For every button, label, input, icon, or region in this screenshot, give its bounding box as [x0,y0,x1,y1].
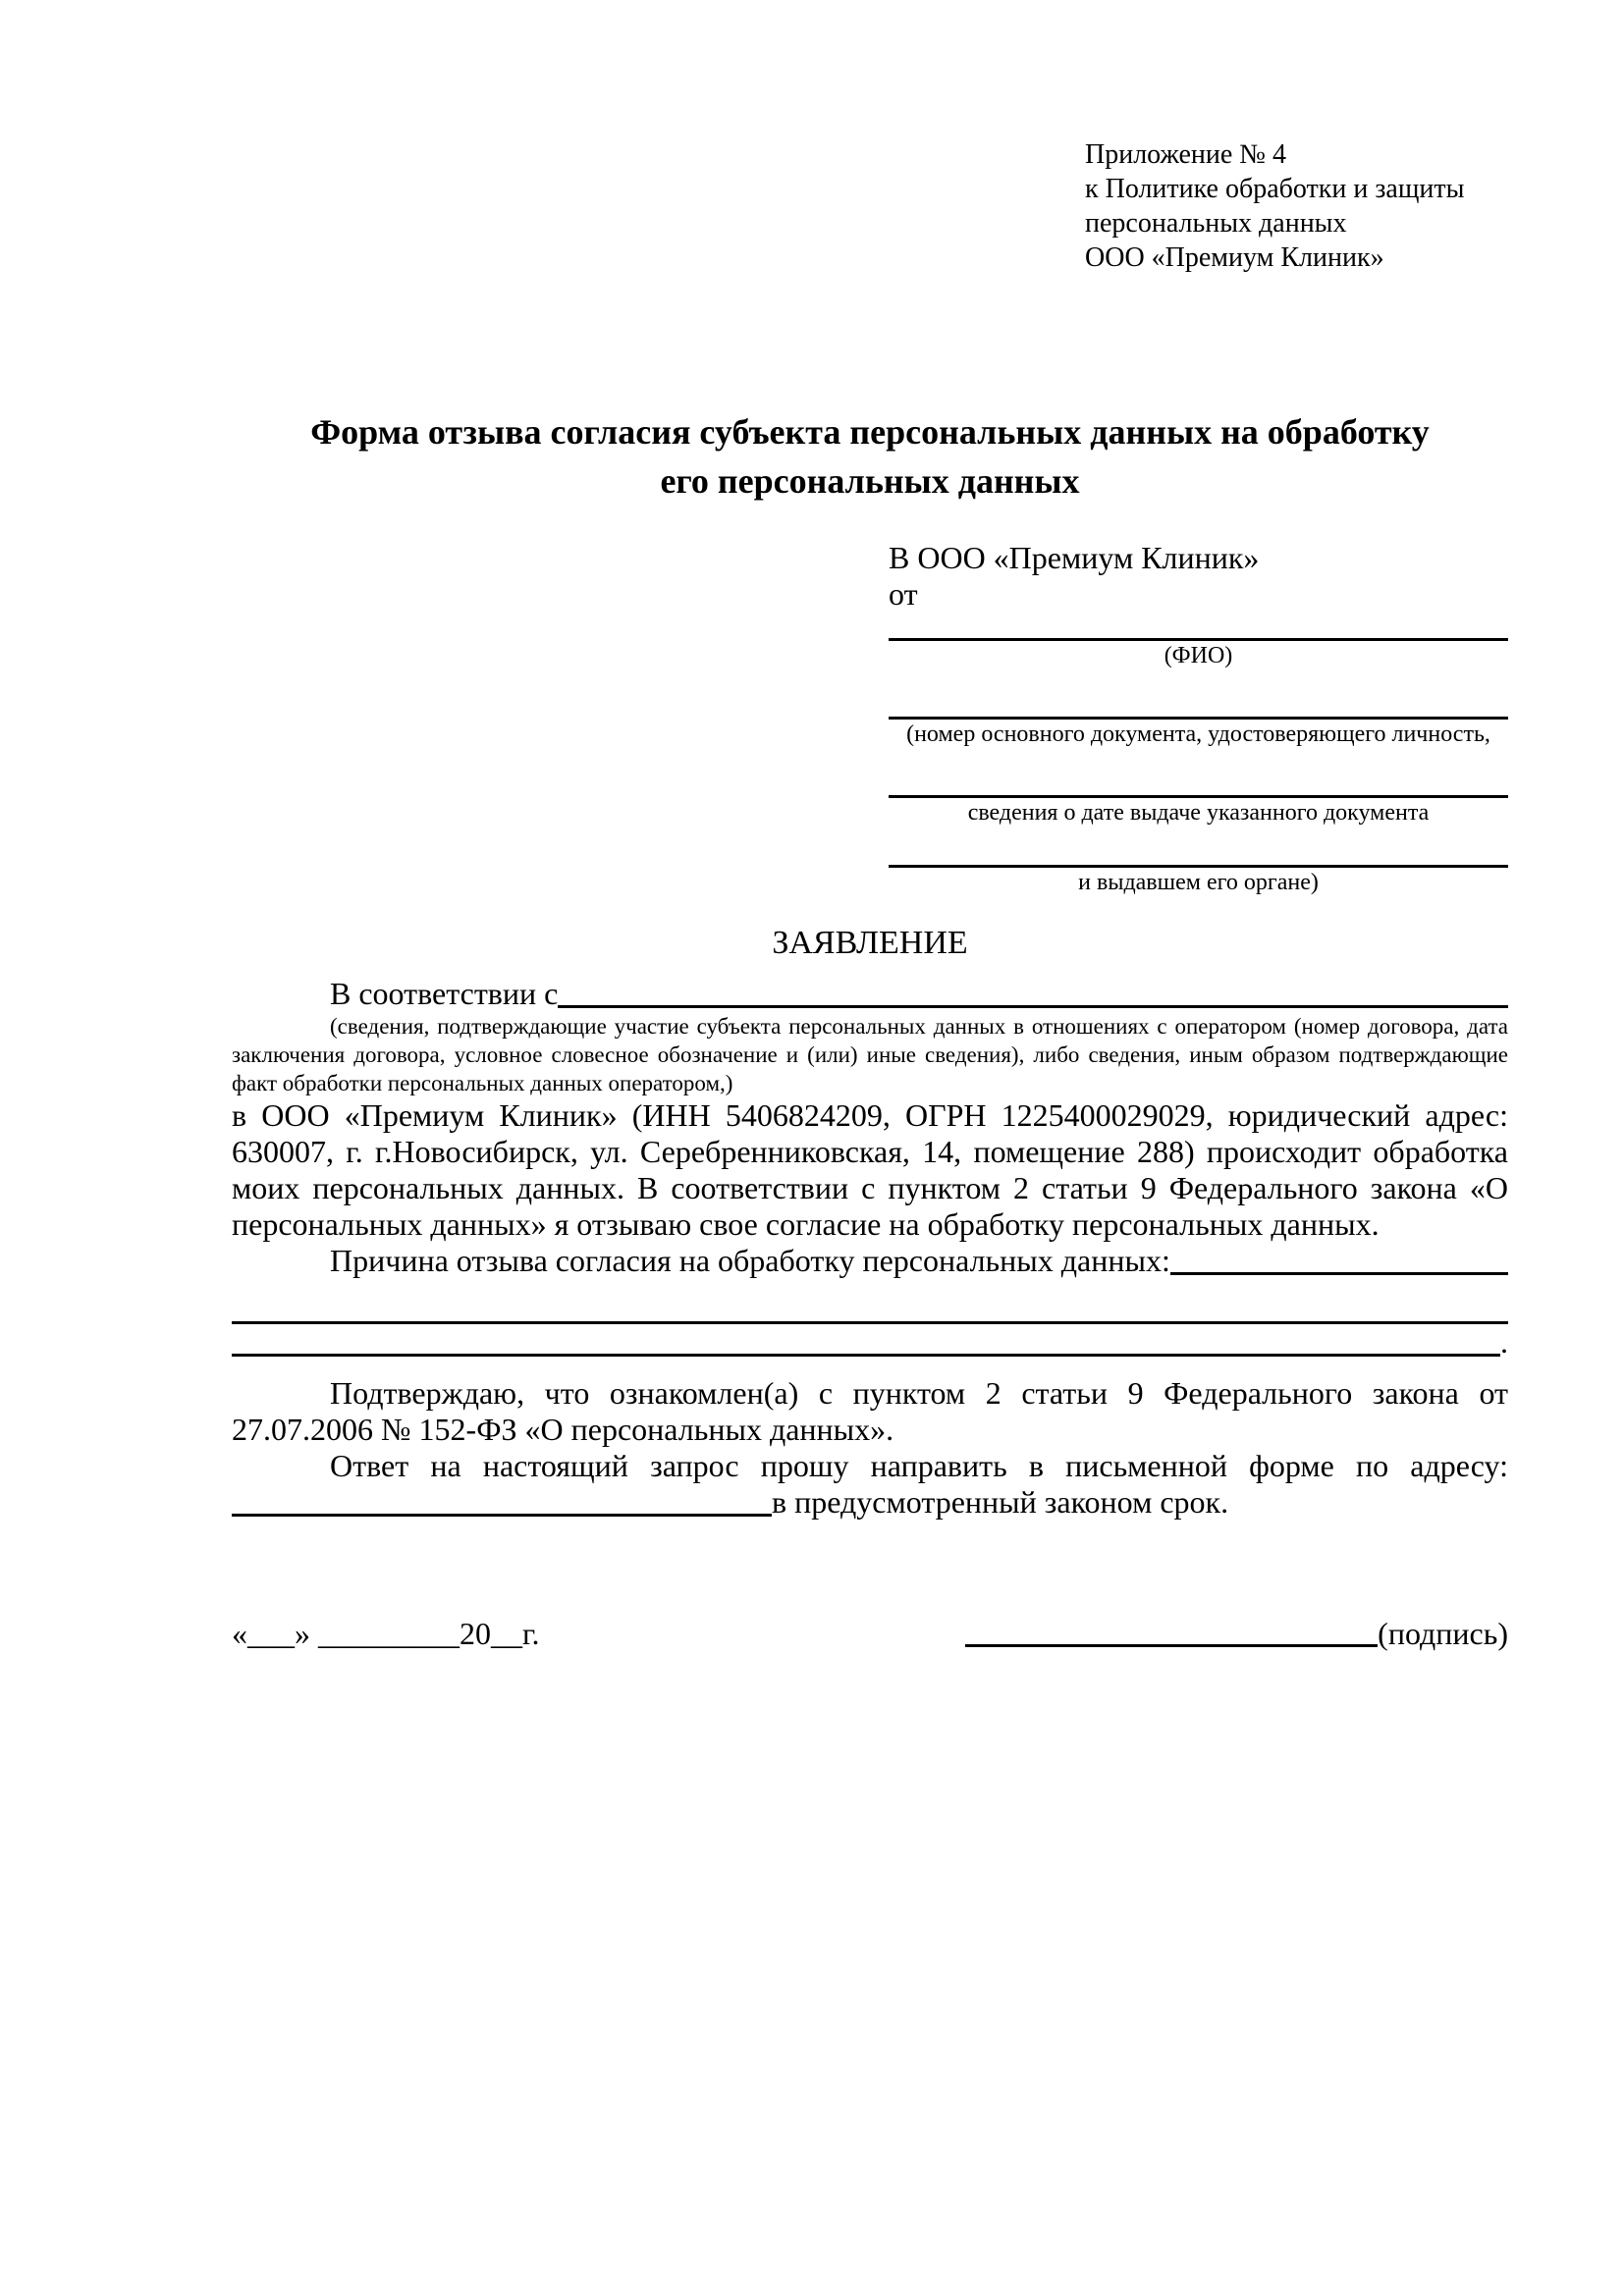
reason-prefix: Причина отзыва согласия на обработку персональных данных: [330,1243,1170,1278]
issuing-authority-write-line [889,843,1508,868]
intro-write-line [558,1005,1508,1008]
document-title-line: Форма отзыва согласия субъекта персональных данных на обработку [310,412,1430,452]
reason-write-line-3-rule [232,1325,1500,1357]
issuing-authority-caption: и выдавшем его органе) [1078,870,1319,895]
issue-date-caption: сведения о дате выдаче указанного документа [967,800,1430,826]
document-title [232,407,1508,506]
reply-address-write-line [232,1514,772,1517]
fio-write-line [889,613,1508,641]
reason-write-line-3 [232,1324,1508,1361]
appendix-line: Приложение № 4 [1085,139,1286,170]
statement-heading: ЗАЯВЛЕНИЕ [772,925,968,961]
signature-caption: (подпись) [1378,1616,1508,1651]
confirmation-paragraph: Подтверждаю, что ознакомлен(а) с пунктом 2 статьи 9 Федерального закона от 27.07.2006 № 152-ФЗ «О персональных данных». [232,1375,1508,1447]
signature-row [232,1614,1508,1653]
document-number-caption: (номер основного документа, удостоверяющего личность, [906,721,1490,747]
appendix-line: к Политике обработки и защиты [1085,174,1465,204]
issue-date-write-line [889,774,1508,798]
date-write-line: «___» _________20__г. [232,1616,540,1651]
appendix-line: ООО «Премиум Клиник» [1085,242,1384,273]
addressee-block [889,540,1508,897]
reply-continuation-row [232,1484,1508,1521]
document-title-line: его персональных данных [660,461,1080,501]
appendix-line: персональных данных [1085,208,1347,239]
reply-suffix: в предусмотренный законом срок. [772,1484,1229,1520]
fine-print-note: (сведения, подтверждающие участие субъекта персональных данных в отношениях с оператором (номер договора, дата заключения договора, условное словесное обозначение и (или) иные сведения), либо сведения, иным образом подтверждающие факт обработки персональных данных оператором,) [232,1014,1508,1095]
reason-write-line-2 [232,1304,1508,1324]
intro-row [232,976,1508,1012]
body-paragraph: в ООО «Премиум Клиник» (ИНН 5406824209, ОГРН 1225400029029, юридический адрес: 630007, г. г.Новосибирск, ул. Серебренниковская, 14, помещение 288) происходит обработка моих персональных данных. В соответствии с пунктом 2 статьи 9 Федерального закона «О персональных данных» я отзываю свое согласие на обработку персональных данных. [232,1097,1508,1242]
blank-line-terminator: . [1500,1324,1508,1360]
fio-caption: (ФИО) [1164,643,1233,668]
reply-paragraph: Ответ на настоящий запрос прошу направить в письменной форме по адресу: [330,1448,1508,1483]
reason-write-line [1170,1272,1508,1275]
intro-prefix: В соответствии с [330,976,559,1011]
signature-group [965,1614,1508,1653]
addressee-to: В ООО «Премиум Клиник» [889,540,1260,575]
appendix-block [1085,137,1508,275]
reason-row [232,1243,1508,1279]
signature-write-line [965,1644,1378,1647]
document-number-write-line [889,695,1508,720]
addressee-from: от [889,576,918,612]
